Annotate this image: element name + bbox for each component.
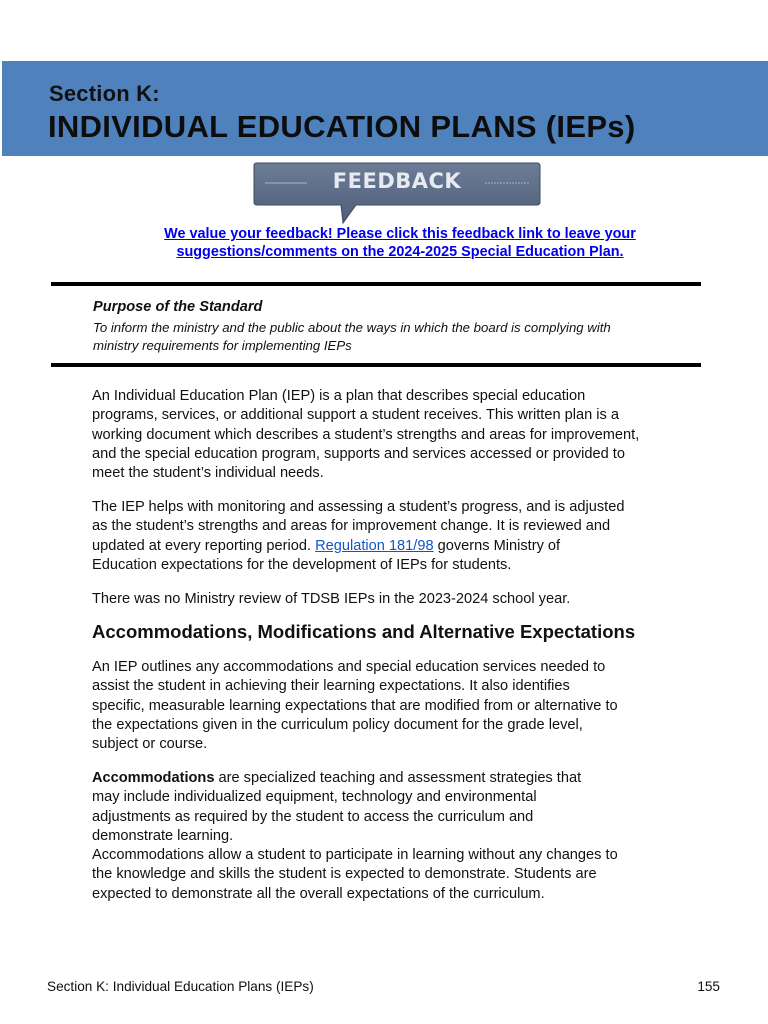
feedback-link-line-2[interactable]: suggestions/comments on the 2024-2025 Special Education Plan. bbox=[176, 244, 624, 260]
feedback-label: FEEDBACK bbox=[332, 169, 462, 193]
text-line: as the student’s strengths and areas for improvement change. It is reviewed and bbox=[92, 518, 611, 535]
purpose-title: Purpose of the Standard bbox=[93, 299, 263, 315]
purpose-line-2: ministry requirements for implementing IEPs bbox=[93, 338, 352, 353]
feedback-button[interactable] bbox=[253, 161, 541, 225]
text-line: An Individual Education Plan (IEP) is a plan that describes special education bbox=[92, 388, 586, 404]
text-line: meet the student’s individual needs. bbox=[92, 465, 324, 482]
text-line: the knowledge and skills the student is expected to demonstrate. Students are bbox=[92, 866, 597, 883]
divider-bottom bbox=[51, 363, 701, 367]
text-line: and the special education program, supports and services accessed or provided to bbox=[92, 445, 625, 462]
text-line: programs, services, or additional support a student receives. This written plan is a bbox=[92, 407, 619, 424]
text-run: governs Ministry of bbox=[433, 537, 561, 554]
text-run: updated at every reporting period. bbox=[92, 537, 316, 554]
text-line: adjustments as required by the student to access the curriculum and bbox=[92, 808, 534, 825]
text-line: Education expectations for the development of IEPs for students. bbox=[92, 556, 512, 573]
feedback-link[interactable] bbox=[90, 225, 710, 261]
accommodations-term: Accommodations bbox=[92, 770, 215, 786]
purpose-text bbox=[93, 319, 693, 355]
paragraph-ministry-review bbox=[92, 590, 682, 609]
text-line: working document which describes a student’s strengths and areas for improvement, bbox=[92, 426, 640, 443]
feedback-link-line-1[interactable]: We value your feedback! Please click this feedback link to leave your bbox=[164, 226, 636, 242]
footer-section-title: Section K: Individual Education Plans (IEPs) bbox=[47, 979, 314, 994]
text-line: may include individualized equipment, technology and environmental bbox=[92, 789, 537, 806]
purpose-line-1: To inform the ministry and the public about the ways in which the board is complying with bbox=[93, 320, 611, 335]
text-line: demonstrate learning. bbox=[92, 827, 234, 844]
paragraph-iep-monitoring bbox=[92, 498, 682, 575]
divider-top bbox=[51, 282, 701, 286]
regulation-link[interactable]: Regulation 181/98 bbox=[315, 537, 434, 554]
text-run: are specialized teaching and assessment strategies that bbox=[214, 770, 582, 786]
text-line: There was no Ministry review of TDSB IEPs in the 2023-2024 school year. bbox=[92, 591, 571, 607]
text-line: The IEP helps with monitoring and assessing a student’s progress, and is adjusted bbox=[92, 499, 625, 515]
section-label: Section K: bbox=[49, 81, 160, 106]
section-heading: Accommodations, Modifications and Alternative Expectations bbox=[92, 621, 636, 642]
page-title: INDIVIDUAL EDUCATION PLANS (IEPs) bbox=[48, 109, 636, 144]
text-line: expected to demonstrate all the overall expectations of the curriculum. bbox=[92, 885, 545, 902]
page-number: 155 bbox=[697, 979, 720, 994]
paragraph-iep-definition bbox=[92, 387, 682, 483]
text-line: Accommodations allow a student to participate in learning without any changes to bbox=[92, 847, 618, 864]
text-line bbox=[92, 537, 682, 556]
paragraph-iep-outline bbox=[92, 658, 682, 754]
text-line: assist the student in achieving their learning expectations. It also identifies bbox=[92, 678, 570, 695]
text-line: An IEP outlines any accommodations and special education services needed to bbox=[92, 659, 606, 675]
paragraph-accommodations bbox=[92, 769, 682, 904]
text-line: the expectations given in the curriculum policy document for the grade level, bbox=[92, 716, 583, 733]
section-banner bbox=[2, 61, 768, 156]
text-line: subject or course. bbox=[92, 736, 208, 753]
text-line bbox=[92, 769, 682, 788]
text-line: specific, measurable learning expectations that are modified from or alternative to bbox=[92, 697, 618, 714]
